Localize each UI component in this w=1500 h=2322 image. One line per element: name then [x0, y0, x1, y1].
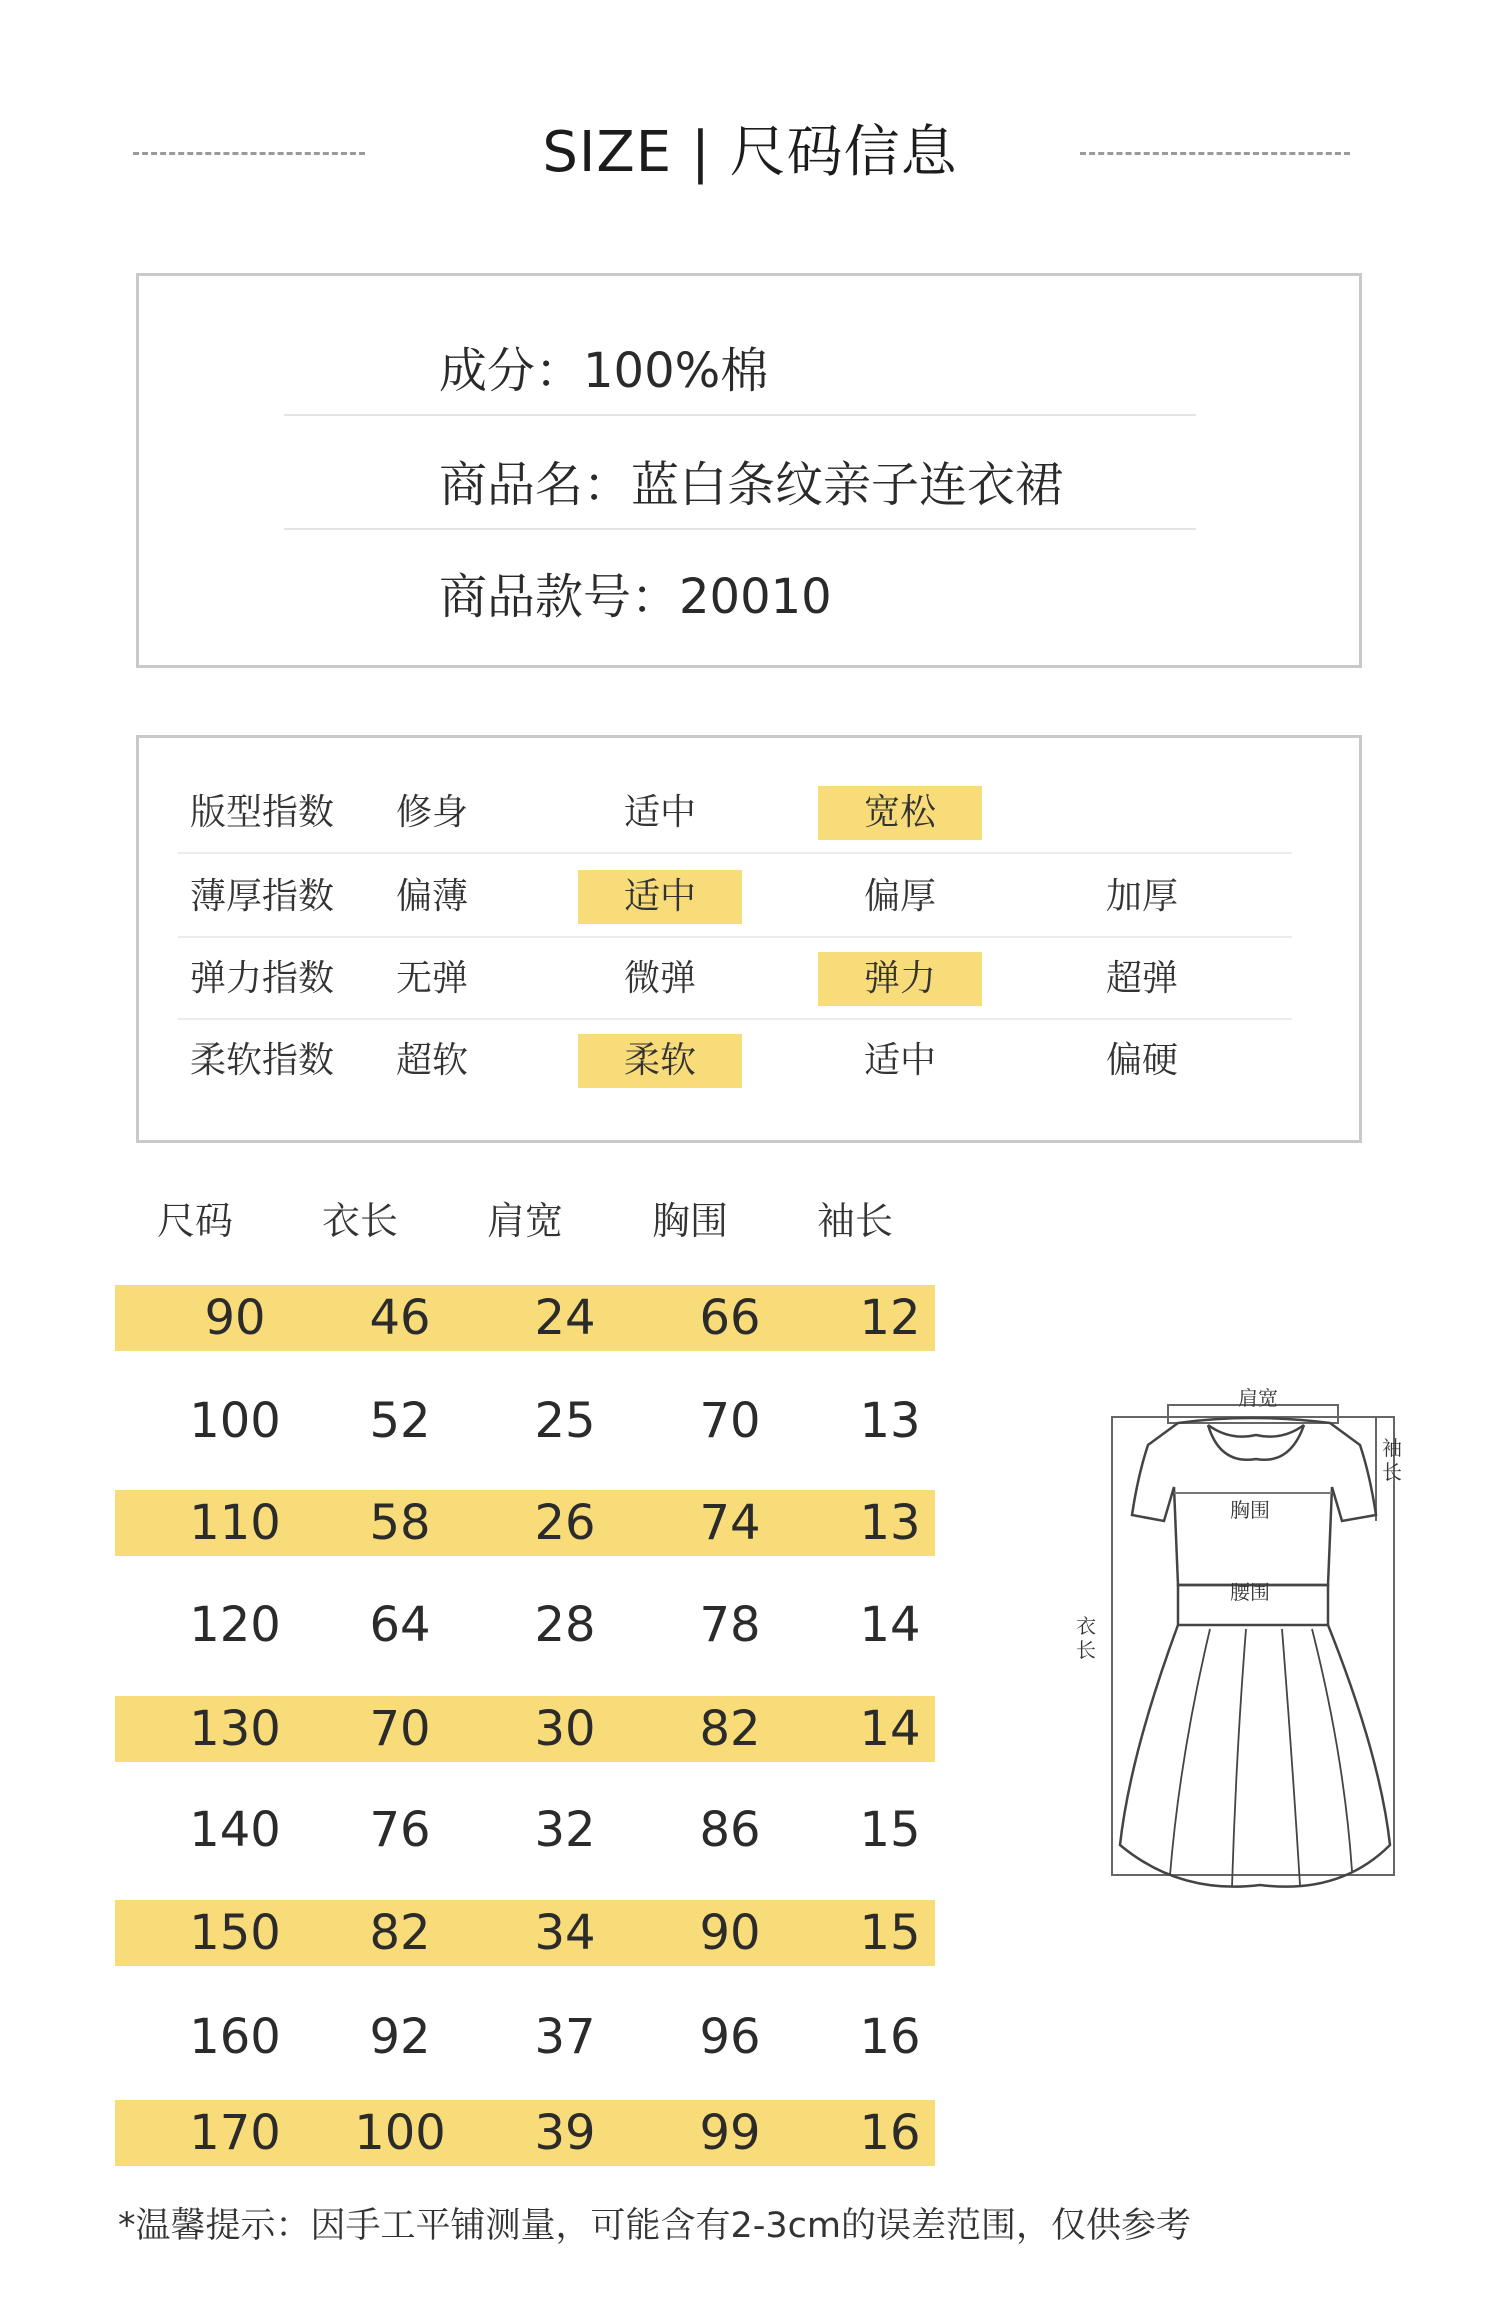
index-option: 修身 [395, 792, 468, 833]
table-cell: 90 [204, 1290, 266, 1346]
index-option [1060, 786, 1224, 840]
index-row-label: 柔软指数 [190, 1040, 335, 1081]
index-row-label: 弹力指数 [190, 958, 335, 999]
table-cell: 82 [699, 1701, 761, 1757]
table-cell: 58 [369, 1495, 431, 1551]
table-cell: 70 [699, 1393, 761, 1449]
table-cell: 99 [699, 2105, 761, 2161]
diagram-label-length: 衣 [1076, 1614, 1096, 1638]
table-cell: 96 [699, 2009, 761, 2065]
index-row-label: 版型指数 [190, 792, 335, 833]
index-option: 偏厚 [863, 876, 936, 917]
table-cell: 130 [189, 1701, 281, 1757]
index-option: 适中 [863, 1040, 936, 1081]
size-table-header-cell: 肩宽 [486, 1199, 563, 1243]
index-divider [178, 852, 1292, 854]
dress-measurement-diagram [1060, 1375, 1420, 1915]
index-option-selected: 适中 [578, 870, 742, 924]
page-title: SIZE | 尺码信息 [542, 120, 958, 185]
table-cell: 150 [189, 1905, 281, 1961]
table-cell: 66 [699, 1290, 761, 1346]
index-option-selected: 弹力 [818, 952, 982, 1006]
index-option: 超弹 [1105, 958, 1178, 999]
table-row [115, 1592, 935, 1658]
table-cell: 28 [534, 1597, 596, 1653]
table-cell: 14 [859, 1597, 921, 1653]
table-row [115, 1285, 935, 1351]
diagram-label-waist: 腰围 [1230, 1580, 1270, 1604]
table-row [115, 1696, 935, 1762]
diagram-label-length-2: 长 [1076, 1638, 1096, 1662]
table-row [115, 1388, 935, 1454]
table-cell: 100 [354, 2105, 446, 2161]
table-cell: 90 [699, 1905, 761, 1961]
composition-text: 成分：100%棉 [439, 343, 769, 399]
table-cell: 14 [859, 1701, 921, 1757]
table-cell: 92 [369, 2009, 431, 2065]
table-cell: 15 [859, 1802, 921, 1858]
table-cell: 26 [534, 1495, 596, 1551]
info-divider [284, 528, 1196, 530]
table-cell: 39 [534, 2105, 596, 2161]
table-cell: 78 [699, 1597, 761, 1653]
table-cell: 110 [189, 1495, 281, 1551]
table-cell: 16 [859, 2105, 921, 2161]
diagram-label-chest: 胸围 [1230, 1498, 1270, 1522]
size-table-header-cell: 尺码 [156, 1199, 233, 1243]
table-cell: 30 [534, 1701, 596, 1757]
size-table-header-cell: 袖长 [816, 1199, 893, 1243]
table-cell: 140 [189, 1802, 281, 1858]
index-option-selected: 宽松 [818, 786, 982, 840]
table-cell: 120 [189, 1597, 281, 1653]
table-cell: 32 [534, 1802, 596, 1858]
table-row [115, 1900, 935, 1966]
index-option: 偏硬 [1105, 1040, 1178, 1081]
table-cell: 76 [369, 1802, 431, 1858]
table-cell: 82 [369, 1905, 431, 1961]
diagram-label-shoulder: 肩宽 [1238, 1386, 1278, 1410]
table-cell: 74 [699, 1495, 761, 1551]
product-info-box [136, 273, 1362, 668]
table-cell: 12 [859, 1290, 921, 1346]
diagram-label-sleeve-2: 长 [1382, 1460, 1402, 1484]
index-option: 微弹 [623, 958, 696, 999]
footer-tip: *温馨提示：因手工平铺测量，可能含有2-3cm的误差范围，仅供参考 [118, 2206, 1192, 2246]
diagram-label-sleeve: 袖 [1382, 1436, 1402, 1460]
table-cell: 13 [859, 1495, 921, 1551]
table-cell: 16 [859, 2009, 921, 2065]
index-option: 无弹 [395, 958, 468, 999]
dress-outline-icon [1112, 1405, 1394, 1887]
size-table-header-cell: 胸围 [651, 1199, 728, 1243]
table-cell: 25 [534, 1393, 596, 1449]
table-cell: 86 [699, 1802, 761, 1858]
table-cell: 46 [369, 1290, 431, 1346]
header-divider-right [1080, 152, 1350, 155]
table-cell: 37 [534, 2009, 596, 2065]
index-row-label: 薄厚指数 [190, 876, 335, 917]
table-row [115, 1797, 935, 1863]
index-option: 适中 [623, 792, 696, 833]
product-name-text: 商品名：蓝白条纹亲子连衣裙 [439, 457, 1064, 513]
product-model-text: 商品款号：20010 [439, 569, 832, 625]
table-cell: 24 [534, 1290, 596, 1346]
info-divider [284, 414, 1196, 416]
table-row [115, 1490, 935, 1556]
index-option-selected: 柔软 [578, 1034, 742, 1088]
table-cell: 170 [189, 2105, 281, 2161]
table-cell: 160 [189, 2009, 281, 2065]
index-option: 偏薄 [395, 876, 468, 917]
table-cell: 15 [859, 1905, 921, 1961]
table-cell: 100 [189, 1393, 281, 1449]
table-cell: 52 [369, 1393, 431, 1449]
index-divider [178, 1018, 1292, 1020]
table-cell: 34 [534, 1905, 596, 1961]
table-row [115, 2100, 935, 2166]
table-cell: 13 [859, 1393, 921, 1449]
index-option: 加厚 [1105, 876, 1178, 917]
length-frame [1112, 1417, 1394, 1875]
size-table-header-cell: 衣长 [321, 1199, 398, 1243]
index-option: 超软 [395, 1040, 468, 1081]
table-cell: 64 [369, 1597, 431, 1653]
table-cell: 70 [369, 1701, 431, 1757]
table-row [115, 2004, 935, 2070]
index-divider [178, 936, 1292, 938]
